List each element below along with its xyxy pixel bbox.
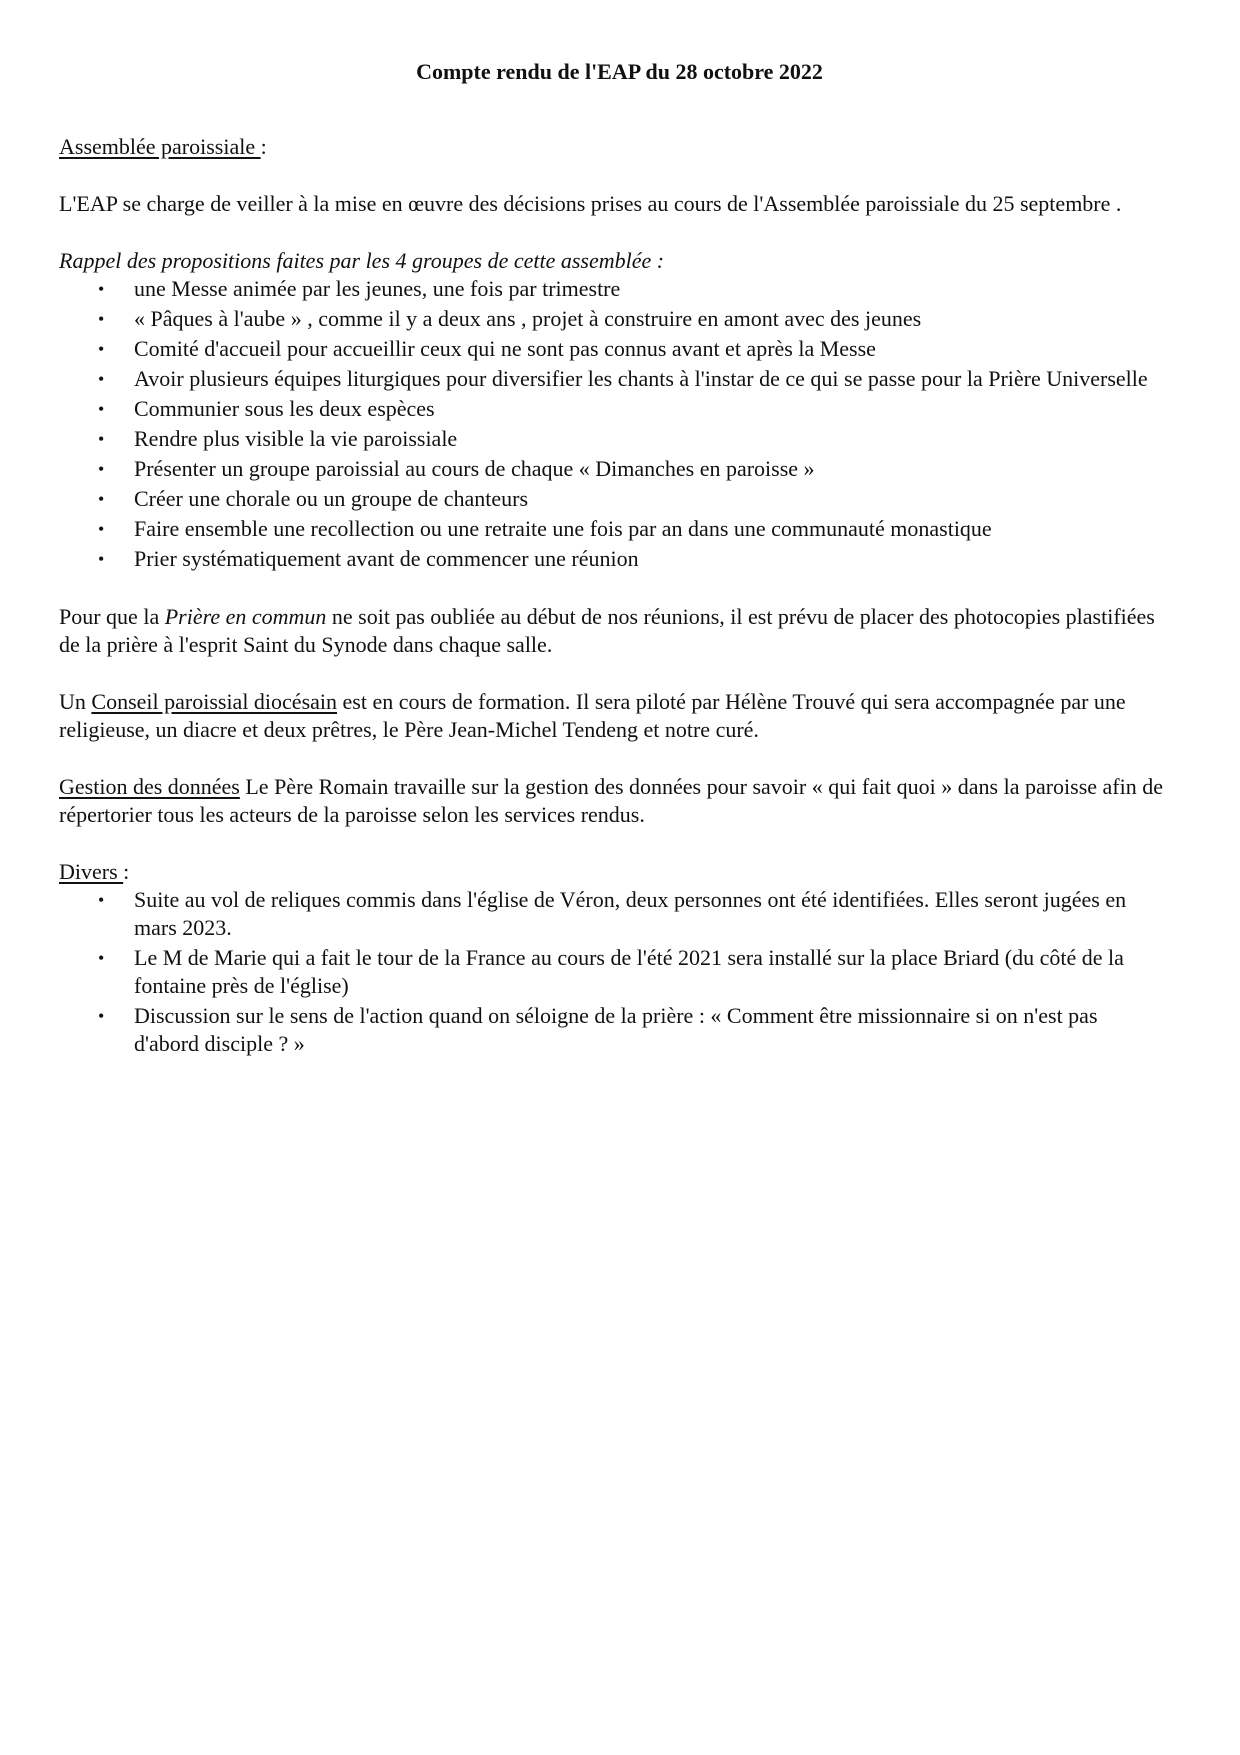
list-item <box>59 425 1168 453</box>
list-item-text: Prier systématiquement avant de commencer une réunion <box>134 546 639 571</box>
list-item-text: Faire ensemble une recollection ou une retraite une fois par an dans une communauté monastique <box>134 516 992 541</box>
list-item <box>59 545 1168 573</box>
list-item-text: Rendre plus visible la vie paroissiale <box>134 426 458 451</box>
section-heading-assemblee-colon: : <box>260 134 267 159</box>
bullet-icon: • <box>98 279 105 299</box>
rappel-heading: Rappel des propositions faites par les 4 groupes de cette assemblée : <box>59 248 665 273</box>
document-title: Compte rendu de l'EAP du 28 octobre 2022 <box>416 59 823 84</box>
gestion-text-underlined: Gestion des données <box>59 774 240 799</box>
priere-paragraph <box>59 603 1168 659</box>
bullet-icon: • <box>98 1006 105 1026</box>
list-item-text: Comité d'accueil pour accueillir ceux qui ne sont pas connus avant et après la Messe <box>134 336 876 361</box>
divers-list <box>59 886 1168 1058</box>
conseil-text-before: Un <box>59 689 92 714</box>
bullet-icon: • <box>98 339 105 359</box>
bullet-icon: • <box>98 459 105 479</box>
bullet-icon: • <box>98 549 105 569</box>
bullet-icon: • <box>98 369 105 389</box>
list-item <box>59 485 1168 513</box>
bullet-icon: • <box>98 890 105 910</box>
section-heading-assemblee-text: Assemblée paroissiale <box>59 134 261 159</box>
list-item-text: Présenter un groupe paroissial au cours de chaque « Dimanches en paroisse » <box>134 456 815 481</box>
list-item <box>59 944 1168 1000</box>
propositions-list <box>59 275 1168 573</box>
list-item <box>59 1002 1168 1058</box>
bullet-icon: • <box>98 489 105 509</box>
list-item <box>59 275 1168 303</box>
bullet-icon: • <box>98 309 105 329</box>
bullet-icon: • <box>98 429 105 449</box>
bullet-icon: • <box>98 948 105 968</box>
list-item-text: « Pâques à l'aube » , comme il y a deux ans , projet à construire en amont avec des jeunes <box>134 306 922 331</box>
list-item <box>59 515 1168 543</box>
gestion-text-after: Le Père Romain travaille sur la gestion des données pour savoir « qui fait quoi » dans la paroisse afin de répertorier tous les acteurs de la paroisse selon les services rendus. <box>59 774 1164 827</box>
list-item <box>59 886 1168 942</box>
list-item-text: Suite au vol de reliques commis dans l'église de Véron, deux personnes ont été identifiées. Elles seront jugées en mars 2023. <box>134 887 1127 940</box>
section-heading-assemblee <box>59 133 1168 161</box>
list-item-text: Discussion sur le sens de l'action quand on séloigne de la prière : « Comment être missionnaire si on n'est pas d'abord disciple ? » <box>134 1003 1098 1056</box>
bullet-icon: • <box>98 399 105 419</box>
list-item <box>59 455 1168 483</box>
gestion-paragraph <box>59 773 1168 829</box>
list-item <box>59 395 1168 423</box>
list-item-text: une Messe animée par les jeunes, une fois par trimestre <box>134 276 621 301</box>
list-item-text: Avoir plusieurs équipes liturgiques pour diversifier les chants à l'instar de ce qui se passe pour la Prière Universelle <box>134 366 1148 391</box>
section-heading-divers-colon: : <box>123 859 130 884</box>
conseil-paragraph <box>59 688 1168 744</box>
assemblee-intro: L'EAP se charge de veiller à la mise en œuvre des décisions prises au cours de l'Assemblée paroissiale du 25 septembre . <box>59 191 1122 216</box>
list-item <box>59 305 1168 333</box>
list-item-text: Communier sous les deux espèces <box>134 396 435 421</box>
list-item-text: Créer une chorale ou un groupe de chanteurs <box>134 486 529 511</box>
list-item <box>59 365 1168 393</box>
section-heading-divers-text: Divers <box>59 859 124 884</box>
section-heading-divers <box>59 858 1168 886</box>
conseil-text-underlined: Conseil paroissial diocésain <box>91 689 338 714</box>
priere-text-italic: Prière en commun <box>164 604 327 629</box>
priere-text-after: ne soit pas oubliée au début de nos réunions, il est prévu de placer des photocopies plastifiées de la prière à l'esprit Saint du Synode dans chaque salle. <box>59 604 1155 657</box>
list-item <box>59 335 1168 363</box>
list-item-text: Le M de Marie qui a fait le tour de la France au cours de l'été 2021 sera installé sur la place Briard (du côté de la fontaine près de l'église) <box>134 945 1124 998</box>
propositions-list-block <box>59 275 1168 573</box>
conseil-text-after: est en cours de formation. Il sera piloté par Hélène Trouvé qui sera accompagnée par une religieuse, un diacre et deux prêtres, le Père Jean-Michel Tendeng et notre curé. <box>59 689 1126 742</box>
bullet-icon: • <box>98 519 105 539</box>
priere-text-before: Pour que la <box>59 604 165 629</box>
